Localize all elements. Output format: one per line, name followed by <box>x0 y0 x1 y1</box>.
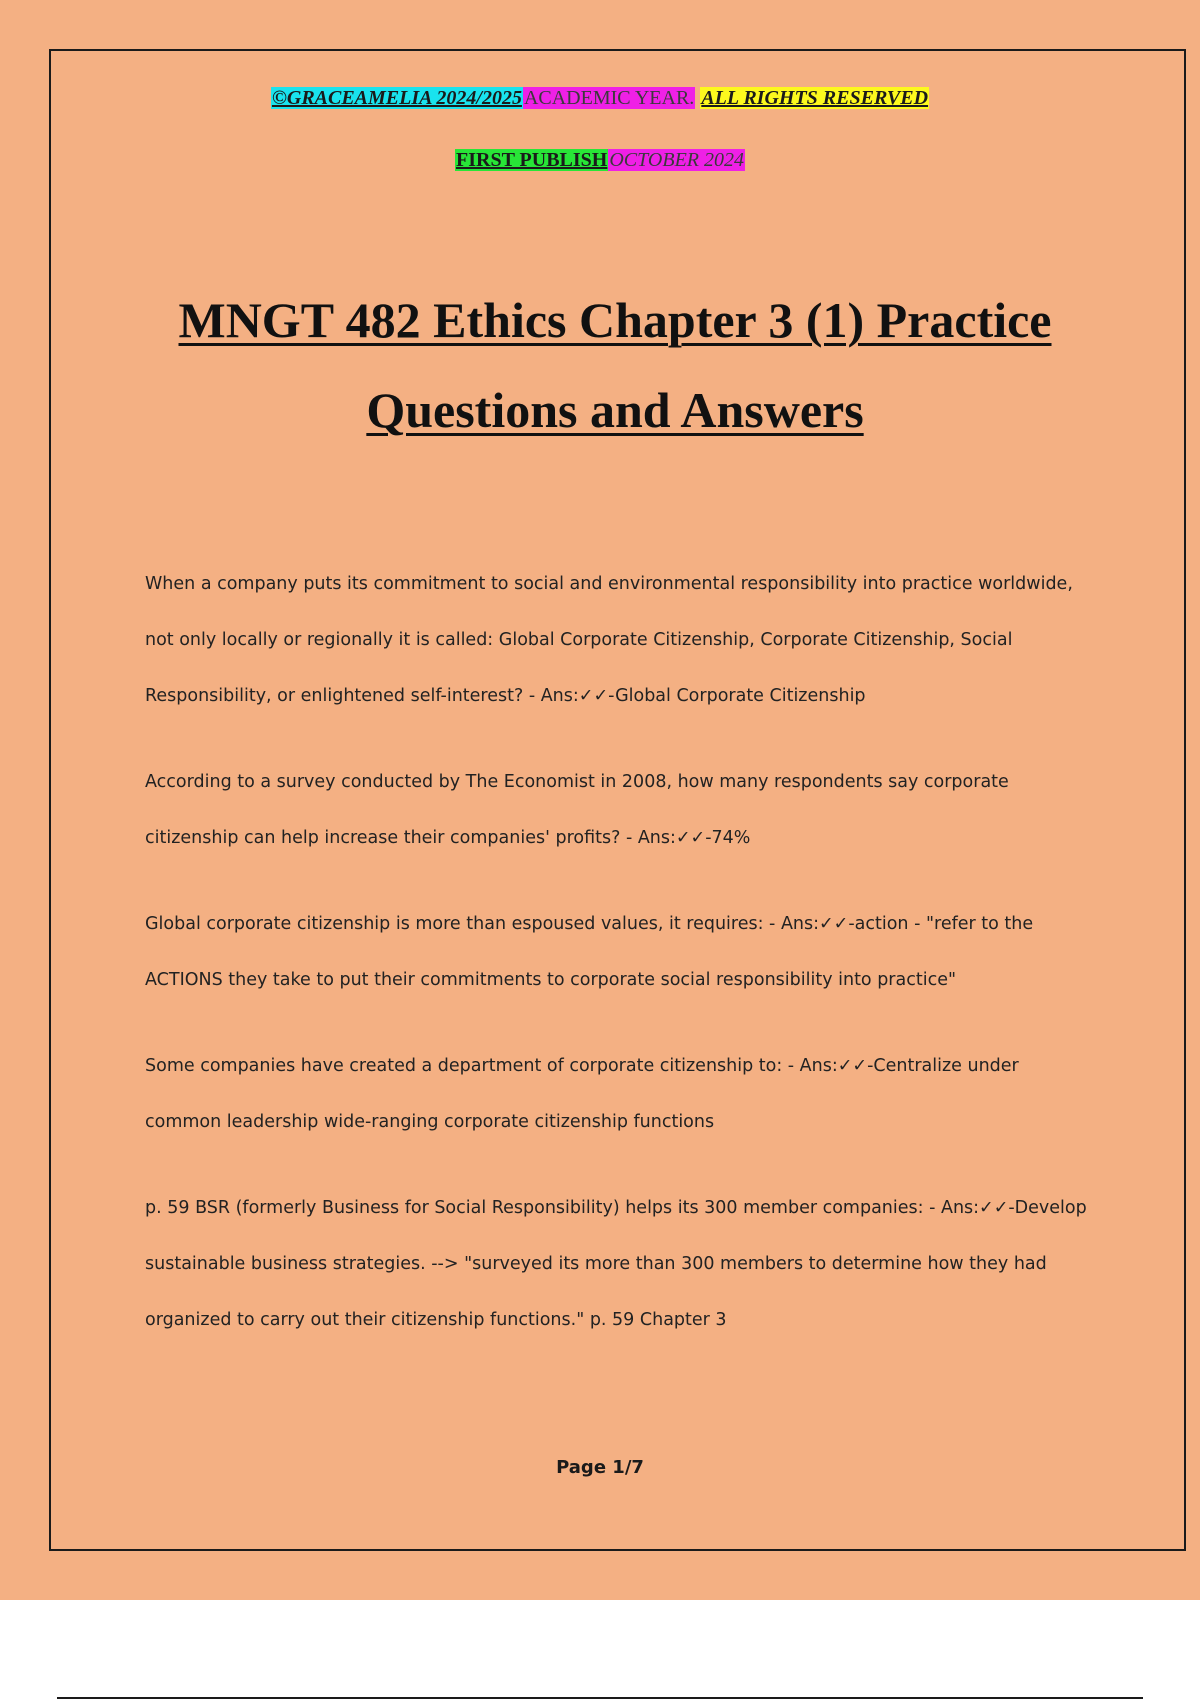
publish-line <box>0 147 1200 173</box>
qa-item-1: When a company puts its commitment to social and environmental responsibility into practice worldwide, not only locally or regionally it is called: Global Corporate Citizenship, Corporate Citizenship, Social Responsibility, or enlightened self-interest? - Ans:✓✓-Global Corporate Citizenship <box>145 574 1073 706</box>
first-publish-label: FIRST PUBLISH <box>456 149 608 171</box>
rights-reserved-label: ALL RIGHTS RESERVED <box>701 87 929 109</box>
qa-item-4: Some companies have created a department of corporate citizenship to: - Ans:✓✓-Centralize under common leadership wide-ranging corporate citizenship functions <box>145 1056 1019 1132</box>
page-number: Page 1/7 <box>556 1457 644 1478</box>
publish-date: OCTOBER 2024 <box>609 149 744 171</box>
qa-item-3: Global corporate citizenship is more than espoused values, it requires: - Ans:✓✓-action - "refer to the ACTIONS they take to put their commitments to corporate social responsibility into practice" <box>145 914 1034 990</box>
academic-year-label: ACADEMIC YEAR. <box>523 87 695 109</box>
footer-divider <box>57 1697 1143 1699</box>
document-title: MNGT 482 Ethics Chapter 3 (1) Practice Questions and Answers <box>178 292 1052 438</box>
qa-item-5: p. 59 BSR (formerly Business for Social Responsibility) helps its 300 member companies: - Ans:✓✓-Develop sustainable business strategies. --> "surveyed its more than 300 members to determine how they had organized to carry out their citizenship functions." p. 59 Chapter 3 <box>145 1198 1087 1330</box>
qa-list <box>145 556 1095 1378</box>
copyright-owner: ©GRACEAMELIA 2024/2025 <box>271 87 522 109</box>
copyright-line <box>0 85 1200 111</box>
qa-item-2: According to a survey conducted by The Economist in 2008, how many respondents say corporate citizenship can help increase their companies' profits? - Ans:✓✓-74% <box>145 772 1009 848</box>
